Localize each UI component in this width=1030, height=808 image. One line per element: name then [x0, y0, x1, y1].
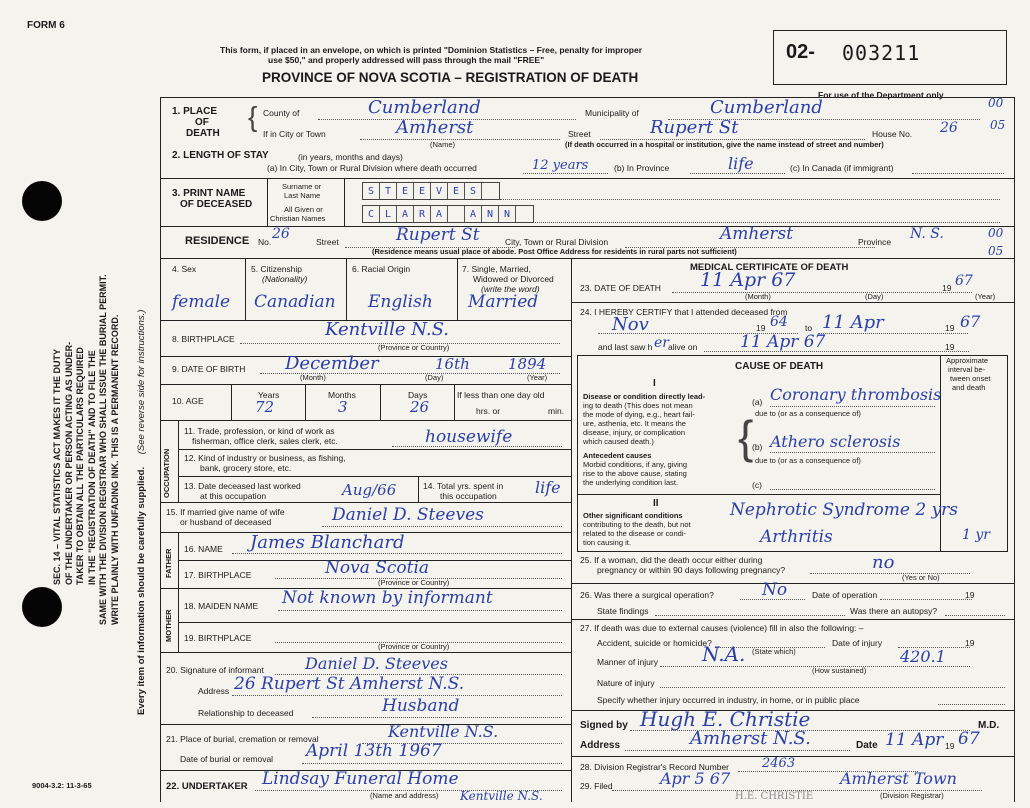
stay-c-label: (c) In Canada (if immigrant) — [790, 163, 894, 173]
length-stay-label: 2. LENGTH OF STAY — [172, 150, 269, 161]
spouse-label-a: 15. If married give name of wife — [166, 507, 285, 517]
notice-line-2: use $50," and properly addressed will pass through the mail "FREE" — [268, 55, 545, 65]
reg-number: 003211 — [842, 41, 921, 65]
stay-a-value: 12 years — [532, 158, 589, 173]
occupation-vertical: OCCUPATION — [162, 448, 171, 498]
na-value: N.A. — [702, 642, 746, 666]
age-days-value: 26 — [410, 398, 430, 416]
disease-5: disease, injury, or complication — [583, 428, 685, 437]
date-op-line — [880, 599, 972, 600]
mother-col — [178, 588, 179, 652]
surname-char-8 — [482, 183, 499, 199]
undertaker-town: Kentville N.S. — [460, 789, 543, 803]
given-line — [535, 222, 1000, 223]
other-4: tion causing it. — [583, 538, 631, 547]
sep-10 — [178, 476, 571, 477]
c5 — [346, 258, 347, 320]
cause-b-value: Athero sclerosis — [770, 432, 901, 451]
surname-char-4: E — [414, 183, 431, 199]
inf-address-value: 26 Rupert St Amherst N.S. — [234, 674, 465, 694]
name-caption: (Name) — [430, 140, 456, 149]
stay-b-label: (b) In Province — [614, 163, 670, 173]
q26-label: 26. Was there a surgical operation? — [580, 590, 714, 600]
date-death-value: 11 Apr 67 — [700, 269, 796, 291]
given-label-2: Christian Names — [270, 214, 326, 223]
occ11-value: housewife — [425, 427, 513, 447]
nationality-label: (Nationality) — [262, 274, 308, 284]
of-deceased-label: OF DECEASED — [180, 199, 253, 210]
notice-line-1: This form, if placed in an envelope, on which is printed "Dominion Statistics – Free, penalty for improper — [220, 45, 643, 55]
surgical-value: No — [762, 580, 788, 600]
certify-line-2 — [818, 333, 968, 334]
cause-ii-2-value: Arthritis — [760, 527, 833, 547]
father-name-value: James Blanchard — [250, 532, 405, 553]
certify-label: 24. I HEREBY CERTIFY that I attended deceased from — [580, 307, 788, 317]
last-saw-label: and last saw h — [598, 342, 653, 352]
disease-1: Disease or condition directly lead- — [583, 392, 706, 401]
age-label: 10. AGE — [172, 396, 204, 406]
dept-use-label: For use of the Department only — [818, 90, 944, 100]
occ14-label-a: 14. Total yrs. spent in — [423, 481, 504, 491]
informant-value: Daniel D. Steeves — [305, 654, 448, 673]
interval-4: and death — [952, 383, 986, 392]
given-char-7: A — [465, 206, 482, 222]
op-19: 19 — [965, 590, 975, 600]
cause-a-value: Coronary thrombosis — [770, 385, 942, 404]
sep-3a — [267, 178, 268, 226]
of-label: OF — [195, 117, 209, 128]
md-address-value: Amherst N.S. — [690, 728, 811, 749]
res-city-label: City, Town or Rural Division — [505, 237, 609, 247]
mother-maiden-value: Not known by informant — [282, 588, 493, 608]
print-name-label: 3. PRINT NAME — [172, 188, 246, 199]
given-char-9: N — [499, 206, 516, 222]
certify-to: to — [805, 323, 813, 333]
hrs-label: hrs. or — [476, 406, 501, 416]
yes-no-caption: (Yes or No) — [902, 573, 940, 582]
other-2: contributing to the death, but not — [583, 520, 691, 529]
occ14-label-b: this occupation — [440, 491, 497, 501]
md-19: 19 — [945, 741, 955, 751]
antecedent-2: Morbid conditions, if any, giving — [583, 460, 688, 469]
certify-19b: 19 — [945, 323, 955, 333]
stay-b-value: life — [728, 154, 754, 173]
res-province-label: Province — [858, 237, 892, 247]
age-years-value: 72 — [255, 398, 275, 416]
spouse-value: Daniel D. Steeves — [332, 505, 484, 525]
specify-line — [938, 704, 1005, 705]
house-label: House No. — [872, 129, 913, 139]
death-year-caption: (Year) — [975, 292, 996, 301]
surname-char-6: E — [448, 183, 465, 199]
surname-char-3: E — [397, 183, 414, 199]
death-year-value: 67 — [955, 273, 973, 289]
city-value: Amherst — [396, 117, 474, 138]
sep-15 — [178, 622, 571, 623]
burial-date-value: April 13th 1967 — [306, 741, 442, 761]
given-char-4: R — [414, 206, 431, 222]
side-careful — [136, 155, 147, 715]
side-line-4: IN THE "REGISTRATION OF DEATH" AND TO FILE THE — [86, 350, 97, 585]
md-address-line — [625, 750, 850, 751]
signed-by-label: Signed by — [580, 720, 628, 731]
death-label: DEATH — [186, 128, 220, 139]
undertaker-caption: (Name and address) — [370, 791, 439, 800]
sep-cause — [577, 494, 940, 495]
sep-r2 — [571, 583, 1014, 584]
nature-label: Nature of injury — [597, 678, 655, 688]
frame-top — [160, 97, 1014, 98]
surname-char-5: V — [431, 183, 448, 199]
certify-19: 19 — [756, 323, 766, 333]
birthplace-value: Kentville N.S. — [325, 319, 449, 340]
min-label: min. — [548, 406, 565, 416]
antecedent-3: rise to the above cause, stating — [583, 469, 687, 478]
med-cert-title: MEDICAL CERTIFICATE OF DEATH — [690, 262, 849, 273]
cause-a-line — [770, 406, 935, 407]
side-instructions — [52, 155, 121, 715]
cause-i-label: I — [653, 378, 656, 389]
relationship-label: Relationship to deceased — [198, 708, 294, 718]
autopsy-label: Was there an autopsy? — [850, 606, 938, 616]
given-char-5: A — [431, 206, 448, 222]
racial-value: English — [368, 292, 433, 312]
marital-value: Married — [468, 292, 539, 312]
occ14-value: life — [535, 478, 561, 497]
res-street-label: Street — [316, 237, 339, 247]
date-injury-label: Date of injury — [832, 638, 883, 648]
given-boxes — [362, 205, 534, 223]
occ13-value: Aug/66 — [342, 481, 397, 499]
undertaker-label: 22. UNDERTAKER — [166, 781, 248, 792]
occ11-label-a: 11. Trade, profession, or kind of work as — [184, 426, 335, 436]
racial-label: 6. Racial Origin — [352, 264, 411, 274]
res-province-value: N. S. — [910, 226, 944, 242]
sep-16 — [160, 652, 571, 653]
q25-label-a: 25. If a woman, did the death occur either during — [580, 555, 763, 565]
res-city-value: Amherst — [720, 224, 794, 244]
injury-19: 19 — [965, 638, 975, 648]
father-birthplace-value: Nova Scotia — [325, 558, 430, 578]
relationship-value: Husband — [382, 696, 460, 716]
other-1: Other significant conditions — [583, 511, 683, 520]
disease-3: the mode of dying, e.g., heart fail- — [583, 410, 695, 419]
cause-ii-1-value: Nephrotic Syndrome 2 yrs — [730, 500, 959, 520]
res-no-label: No. — [258, 237, 272, 247]
sep-7 — [160, 384, 571, 385]
c6 — [457, 258, 458, 320]
surname-label-1: Surname or — [282, 182, 322, 191]
findings-line — [655, 615, 845, 616]
sep-1 — [160, 178, 1014, 179]
footer-code: 9004-3.2: 11-3-65 — [32, 781, 92, 790]
manner-label: Manner of injury — [597, 657, 658, 667]
dept-code-1: 00 — [988, 96, 1004, 110]
form-title: PROVINCE OF NOVA SCOTIA – REGISTRATION OF DEATH — [262, 70, 639, 85]
specify-label: Specify whether injury occurred in industry, in home, or in public place — [597, 695, 860, 705]
attended-to-year: 67 — [960, 312, 981, 331]
sep-3b — [344, 178, 345, 226]
due-to-b: due to (or as a consequence of) — [755, 456, 861, 465]
date-op-label: Date of operation — [812, 590, 878, 600]
side-line-3: TAKER TO OBTAIN ALL THE PARTICULARS REQUIRED — [75, 347, 85, 585]
filed-value: Apr 5 67 — [660, 769, 731, 788]
burial-date-line — [302, 763, 562, 764]
md-year-value: 67 — [958, 729, 980, 749]
attended-from-value: Nov — [612, 314, 649, 335]
antecedent-1: Antecedent causes — [583, 451, 652, 460]
occ13-label-b: at this occupation — [200, 491, 267, 501]
birthplace-label: 8. BIRTHPLACE — [172, 334, 235, 344]
citizenship-value: Canadian — [254, 292, 336, 312]
side-line-7: Every item of information should be carefully supplied. — [136, 466, 147, 715]
burial-place-label: 21. Place of burial, cremation or removal — [166, 734, 319, 744]
sep-11 — [160, 502, 571, 503]
interval-2: interval be- — [948, 365, 986, 374]
dob-year-caption: (Year) — [527, 373, 548, 382]
citizenship-label: 5. Citizenship — [251, 264, 303, 274]
dob-month-value: December — [285, 353, 379, 374]
given-char-2: L — [380, 206, 397, 222]
age-months-value: 3 — [338, 398, 348, 416]
surname-char-7: S — [465, 183, 482, 199]
house-value: 26 — [940, 120, 958, 136]
c10d — [454, 384, 455, 420]
last-saw-value: er — [654, 335, 669, 351]
alive-19: 19 — [945, 342, 955, 352]
place-label: 1. PLACE — [172, 106, 218, 117]
stay-a-line — [523, 173, 608, 174]
county-value: Cumberland — [368, 97, 481, 118]
state-which-caption: (State which) — [752, 647, 796, 656]
father-vertical: FATHER — [164, 548, 173, 578]
cause-b-line — [770, 452, 935, 453]
stay-c-line — [912, 173, 1004, 174]
brace-1: { — [248, 101, 258, 132]
death-day-caption: (Day) — [865, 292, 884, 301]
md-date-value: 11 Apr — [885, 730, 944, 750]
mid-divider — [571, 258, 572, 802]
surname-line — [500, 199, 1000, 200]
city-line — [360, 139, 560, 140]
date-death-line — [672, 292, 972, 293]
c13 — [418, 476, 419, 502]
attended-year-value: 64 — [770, 314, 788, 330]
other-3: related to the disease or condi- — [583, 529, 686, 538]
preg-value: no — [872, 552, 895, 573]
given-char-3: A — [397, 206, 414, 222]
dob-month-caption: (Month) — [300, 373, 326, 382]
spouse-line — [322, 526, 562, 527]
res-street-value: Rupert St — [396, 225, 480, 245]
code-value: 420.1 — [900, 647, 946, 666]
q29-label: 29. Filed — [580, 781, 613, 791]
surname-boxes — [362, 182, 500, 200]
dept-code-3: 00 — [988, 226, 1004, 240]
antecedent-4: the underlying condition last. — [583, 478, 679, 487]
mother-birthplace-label: 19. BIRTHPLACE — [184, 633, 252, 643]
q25-label-b: pregnancy or within 90 days following pregnancy? — [597, 565, 786, 575]
relationship-line — [312, 717, 562, 718]
q25-line — [810, 573, 970, 574]
disease-2: ing to death (This does not mean — [583, 401, 693, 410]
disease-4: ure, asthenia, etc. It means the — [583, 419, 686, 428]
years-label: Years — [258, 390, 280, 400]
side-line-5: SAME WITH THE DIVISION REGISTRAR WHO SHALL ISSUE THE BURIAL PERMIT. — [98, 274, 108, 625]
marital-label-2: Widowed or Divorced — [473, 274, 554, 284]
q28-label: 28. Division Registrar's Record Number — [580, 762, 730, 772]
frame-right — [1014, 97, 1015, 802]
brace-2: { — [738, 411, 754, 463]
alive-on-label: alive on — [668, 342, 698, 352]
c10c — [380, 384, 381, 420]
stay-a-label: (a) In City, Town or Rural Division where death occurred — [267, 163, 477, 173]
dob-label: 9. DATE OF BIRTH — [172, 364, 246, 374]
municipality-label: Municipality of — [585, 108, 639, 118]
alive-on-value: 11 Apr 67 — [740, 332, 826, 352]
sex-label: 4. Sex — [172, 264, 197, 274]
city-label: If in City or Town — [263, 129, 326, 139]
occ-col — [178, 420, 179, 502]
cause-c-label: (c) — [752, 480, 762, 490]
sep-4 — [160, 258, 1014, 259]
cause-title: CAUSE OF DEATH — [735, 361, 824, 372]
disease-6: which caused death.) — [583, 437, 654, 446]
cause-ii-interval: 1 yr — [962, 527, 990, 543]
how-sustained-caption: (How sustained) — [812, 666, 867, 675]
dob-day-caption: (Day) — [425, 373, 444, 382]
days-label: Days — [408, 390, 428, 400]
prov-country-caption: (Province or Country) — [378, 343, 450, 352]
burial-place-value: Kentville N.S. — [388, 722, 499, 741]
side-line-8: (See reverse side for instructions.) — [136, 309, 147, 455]
side-line-2: OF THE UNDERTAKER OR PERSON ACTING AS UNDER- — [63, 341, 74, 585]
occ12-label-b: bank, grocery store, etc. — [200, 463, 292, 473]
nature-line — [660, 687, 1005, 688]
autopsy-line — [945, 615, 1005, 616]
c10b — [305, 384, 306, 420]
stay-b-line — [690, 173, 785, 174]
cause-b-label: (b) — [752, 442, 763, 452]
accident-label: Accident, suicide or homicide? — [597, 638, 712, 648]
frame-left — [160, 97, 161, 802]
dob-year-value: 1894 — [508, 355, 547, 373]
registrar-value: Amherst Town — [840, 769, 957, 788]
record-no-value: 2463 — [762, 756, 796, 771]
sep-17 — [160, 724, 571, 725]
findings-label: State findings — [597, 606, 649, 616]
father-name-label: 16. NAME — [184, 544, 223, 554]
sex-value: female — [172, 292, 231, 312]
md-label: M.D. — [978, 720, 1000, 731]
residence-note: (Residence means usual place of abode. Post Office Address for residents in rural parts not sufficient) — [372, 247, 737, 256]
sep-r3 — [571, 619, 1014, 620]
sep-8 — [160, 420, 571, 421]
surname-char-2: T — [380, 183, 397, 199]
date-death-label: 23. DATE OF DEATH — [580, 283, 661, 293]
given-char-1: C — [363, 206, 380, 222]
if-less-label: If less than one day old — [457, 390, 545, 400]
div-reg-caption: (Division Registrar) — [880, 791, 944, 800]
surname-label-2: Last Name — [284, 191, 321, 200]
form-number: FORM 6 — [27, 20, 65, 31]
spouse-label-b: or husband of deceased — [180, 517, 272, 527]
mother-bp-caption: (Province or Country) — [378, 642, 450, 651]
surname-char-1: S — [363, 183, 380, 199]
street-value: Rupert St — [650, 117, 739, 138]
res-no-value: 26 — [272, 226, 290, 242]
given-label-1: All Given or — [284, 205, 323, 214]
given-char-6 — [448, 206, 465, 222]
residence-label: RESIDENCE — [185, 235, 250, 247]
md-address-label: Address — [580, 740, 621, 751]
street-label: Street — [568, 129, 591, 139]
undertaker-value: Lindsay Funeral Home — [262, 769, 459, 789]
mother-vertical: MOTHER — [164, 609, 173, 642]
father-birthplace-label: 17. BIRTHPLACE — [184, 570, 252, 580]
filer-name: H.E. CHRISTIE — [735, 791, 814, 802]
given-char-8: N — [482, 206, 499, 222]
mother-maiden-label: 18. MAIDEN NAME — [184, 601, 259, 611]
interval-3: tween onset — [950, 374, 991, 383]
death-month-caption: (Month) — [745, 292, 771, 301]
burial-date-label: Date of burial or removal — [180, 754, 274, 764]
inf-address-label: Address — [198, 686, 230, 696]
occ12-label-a: 12. Kind of industry or business, as fishing, — [184, 453, 346, 463]
dob-day-value: 16th — [435, 355, 470, 373]
father-name-line — [232, 553, 562, 554]
given-char-10 — [516, 206, 533, 222]
hospital-note: (If death occurred in a hospital or institution, give the name instead of street and number) — [565, 140, 884, 149]
side-line-6: WRITE PLAINLY WITH UNFADING INK. THIS IS A PERMANENT RECORD. — [109, 314, 120, 625]
attended-to-value: 11 Apr — [822, 312, 884, 333]
md-date-label: Date — [856, 740, 878, 751]
dept-code-4: 05 — [988, 244, 1004, 258]
sep-r1 — [571, 302, 1014, 303]
side-line-1: SEC. 14 – VITAL STATISTICS ACT MAKES IT THE DUTY — [52, 348, 62, 585]
marital-label-1: 7. Single, Married, — [462, 264, 531, 274]
cause-ii-label: II — [653, 498, 659, 509]
occ13-label-a: 13. Date deceased last worked — [184, 481, 301, 491]
reg-prefix: 02- — [786, 41, 815, 63]
c4 — [245, 258, 246, 320]
signed-value: Hugh E. Christie — [640, 707, 811, 731]
death-nineteen: 19 — [942, 283, 952, 293]
registration-number-box — [773, 30, 1007, 85]
c10a — [231, 384, 232, 420]
father-bp-caption: (Province or Country) — [378, 578, 450, 587]
cause-a-label: (a) — [752, 397, 763, 407]
interval-1: Approximate — [946, 356, 989, 365]
length-stay-note: (in years, months and days) — [298, 152, 403, 162]
municipality-value: Cumberland — [710, 97, 823, 118]
county-label: County of — [263, 108, 300, 118]
dept-code-2: 05 — [990, 118, 1006, 132]
q27-label: 27. If death was due to external causes (violence) fill in also the following: – — [580, 623, 864, 633]
informant-label: 20. Signature of informant — [166, 665, 264, 675]
mother-maiden-line — [278, 610, 562, 611]
marital-label-3: (write the word) — [481, 284, 540, 294]
months-label: Months — [328, 390, 356, 400]
sep-9 — [178, 449, 571, 450]
due-to-a: due to (or as a consequence of) — [755, 409, 861, 418]
cause-c-line — [770, 489, 935, 490]
occ11-label-b: fisherman, office clerk, sales clerk, etc. — [192, 436, 338, 446]
